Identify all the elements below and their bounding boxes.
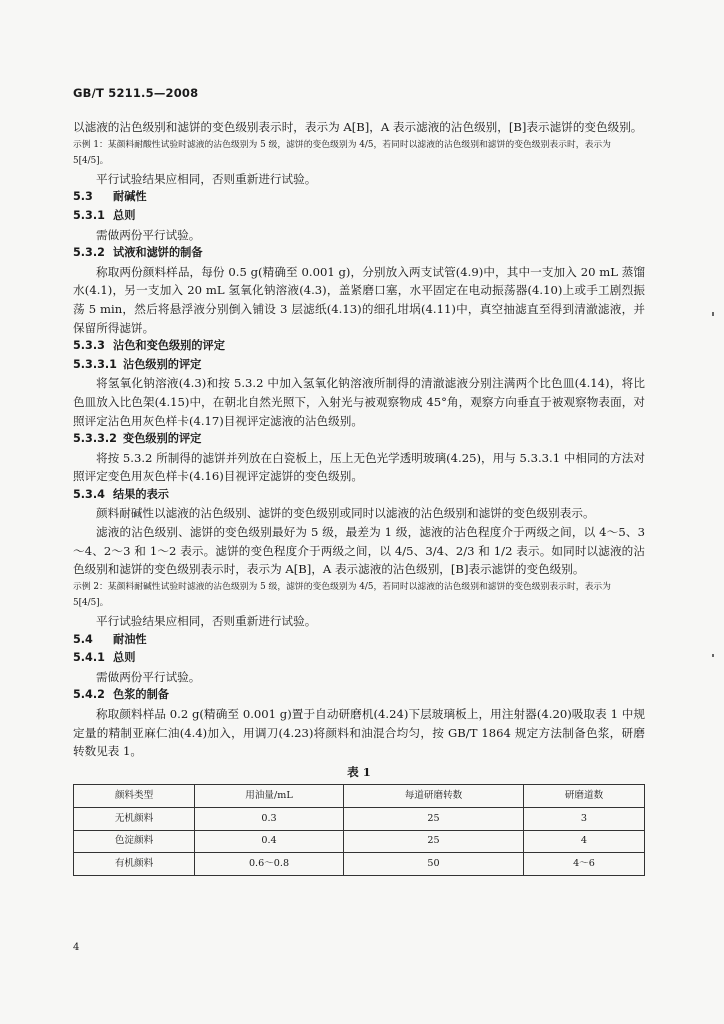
section-number: 5.3.3.1 <box>73 357 117 371</box>
table-cell: 0.4 <box>195 830 344 853</box>
section-title: 沾色和变色级别的评定 <box>113 339 225 353</box>
body-paragraph: 需做两份平行试验。 <box>96 227 201 242</box>
body-paragraph: 平行试验结果应相同，否则重新进行试验。 <box>96 614 317 629</box>
table-cell: 25 <box>344 808 524 831</box>
table-cell: 4～6 <box>523 853 644 876</box>
section-title: 耐油性 <box>113 632 147 646</box>
document-body <box>73 118 645 876</box>
table-cell: 0.3 <box>195 808 344 831</box>
standard-code-header: GB/T 5211.5—2008 <box>73 86 199 100</box>
table-cell: 有机颜料 <box>74 853 195 876</box>
table-cell: 色淀颜料 <box>74 830 195 853</box>
body-paragraph: 颜料耐碱性以滤液的沾色级别、滤饼的变色级别或同时以滤液的沾色级别和滤饼的变色级别表示。 <box>96 506 595 521</box>
section-heading <box>73 244 645 263</box>
section-number: 5.4 <box>73 632 93 646</box>
body-paragraph: 将氢氧化钠溶液(4.3)和按 5.3.2 中加入氢氧化钠溶液所制得的清澈滤液分别注满两个比色皿(4.14)，将比色皿放入比色架(4.15)中，在朝北自然光照下，入射光与被观察物成 45°角，观察方向垂直于被观察物表面，对照评定沾色用灰色样卡(4.17)目视评定滤液的沾色级别。 <box>73 376 645 428</box>
section-heading <box>73 649 645 668</box>
section-heading <box>73 356 645 375</box>
body-paragraph: 称取颜料样品 0.2 g(精确至 0.001 g)置于自动研磨机(4.24)下层玻璃板上，用注射器(4.20)吸取表 1 中规定量的精制亚麻仁油(4.4)加入，用调刀(4.23)将颜料和油混合均匀，按 GB/T 1864 规定方法制备色浆，研磨转数见表 1。 <box>73 707 645 759</box>
table-header-cell: 用油量/mL <box>195 785 344 808</box>
table-cell: 无机颜料 <box>74 808 195 831</box>
section-heading <box>73 337 645 356</box>
section-number: 5.3 <box>73 190 93 204</box>
text-blocks <box>73 118 645 761</box>
body-paragraph: 称取两份颜料样品，每份 0.5 g(精确至 0.001 g)，分别放入两支试管(4.9)中，其中一支加入 20 mL 蒸馏水(4.1)，另一支加入 20 mL 氢氧化钠溶液(4.3)，盖紧磨口塞，水平固定在电动振荡器(4.10)上或手工剧烈振荡 5 min，然后将悬浮液分别倒入铺设 3 层滤纸(4.13)的细孔坩埚(4.11)中，真空抽滤直至得到清澈滤液，并保留所得滤饼。 <box>73 264 645 335</box>
body-paragraph: 滤液的沾色级别、滤饼的变色级别最好为 5 级，最差为 1 级，滤液的沾色程度介于两级之间，以 4～5、3～4、2～3 和 1～2 表示。滤饼的变色程度介于两级之间，以 4/5、3/4、2/3 和 1/2 表示。如同时以滤液的沾色级别和滤饼的变色级别表示时，表示为 A[B]，A 表示滤液的沾色级别，[B]表示滤饼的变色级别。 <box>73 525 645 577</box>
table-title: 表 1 <box>347 764 371 779</box>
table-header-cell: 颜料类型 <box>74 785 195 808</box>
section-title: 试液和滤饼的制备 <box>113 246 203 260</box>
page-number: 4 <box>73 942 80 953</box>
body-paragraph: 平行试验结果应相同，否则重新进行试验。 <box>96 171 317 186</box>
table-cell: 50 <box>344 853 524 876</box>
section-heading <box>73 486 645 505</box>
section-heading <box>73 188 645 207</box>
scan-speck <box>712 654 714 657</box>
section-heading <box>73 207 645 226</box>
table-cell: 3 <box>523 808 644 831</box>
section-number: 5.3.2 <box>73 246 105 260</box>
table-cell: 0.6～0.8 <box>195 853 344 876</box>
grinding-table <box>73 784 645 876</box>
scan-speck <box>712 312 714 316</box>
section-title: 总则 <box>113 208 136 222</box>
section-title: 结果的表示 <box>113 487 169 501</box>
section-title: 色浆的制备 <box>113 688 169 702</box>
example-note: 示例 2：某颜料耐碱性试验时滤液的沾色级别为 5 级，滤饼的变色级别为 4/5，若同时以滤液的沾色级别和滤饼的变色级别表示时，表示为 5[4/5]。 <box>73 581 611 609</box>
section-heading <box>73 686 645 705</box>
section-number: 5.3.4 <box>73 487 105 501</box>
example-note: 示例 1：某颜料耐酸性试验时滤液的沾色级别为 5 级，滤饼的变色级别为 4/5，若同时以滤液的沾色级别和滤饼的变色级别表示时，表示为 5[4/5]。 <box>73 139 611 167</box>
section-number: 5.3.3.2 <box>73 432 117 446</box>
body-paragraph: 需做两份平行试验。 <box>96 669 201 684</box>
section-title: 耐碱性 <box>113 190 147 204</box>
section-heading <box>73 430 645 449</box>
body-paragraph: 将按 5.3.2 所制得的滤饼并列放在白瓷板上，压上无色光学透明玻璃(4.25)，用与 5.3.3.1 中相同的方法对照评定变色用灰色样卡(4.16)目视评定滤饼的变色级别。 <box>73 450 645 484</box>
body-paragraph: 以滤液的沾色级别和滤饼的变色级别表示时，表示为 A[B]，A 表示滤液的沾色级别，[B]表示滤饼的变色级别。 <box>73 120 643 134</box>
table-row <box>74 830 645 853</box>
section-number: 5.3.3 <box>73 339 105 353</box>
table-cell: 4 <box>523 830 644 853</box>
section-number: 5.4.2 <box>73 688 105 702</box>
section-title: 总则 <box>113 651 136 665</box>
table-cell: 25 <box>344 830 524 853</box>
section-title: 沾色级别的评定 <box>123 357 202 371</box>
section-title: 变色级别的评定 <box>123 432 202 446</box>
table-row <box>74 853 645 876</box>
table-row <box>74 808 645 831</box>
section-heading <box>73 631 645 650</box>
table-header-cell: 每道研磨转数 <box>344 785 524 808</box>
section-number: 5.4.1 <box>73 651 105 665</box>
table-header-row <box>74 785 645 808</box>
section-number: 5.3.1 <box>73 208 105 222</box>
table-header-cell: 研磨道数 <box>523 785 644 808</box>
